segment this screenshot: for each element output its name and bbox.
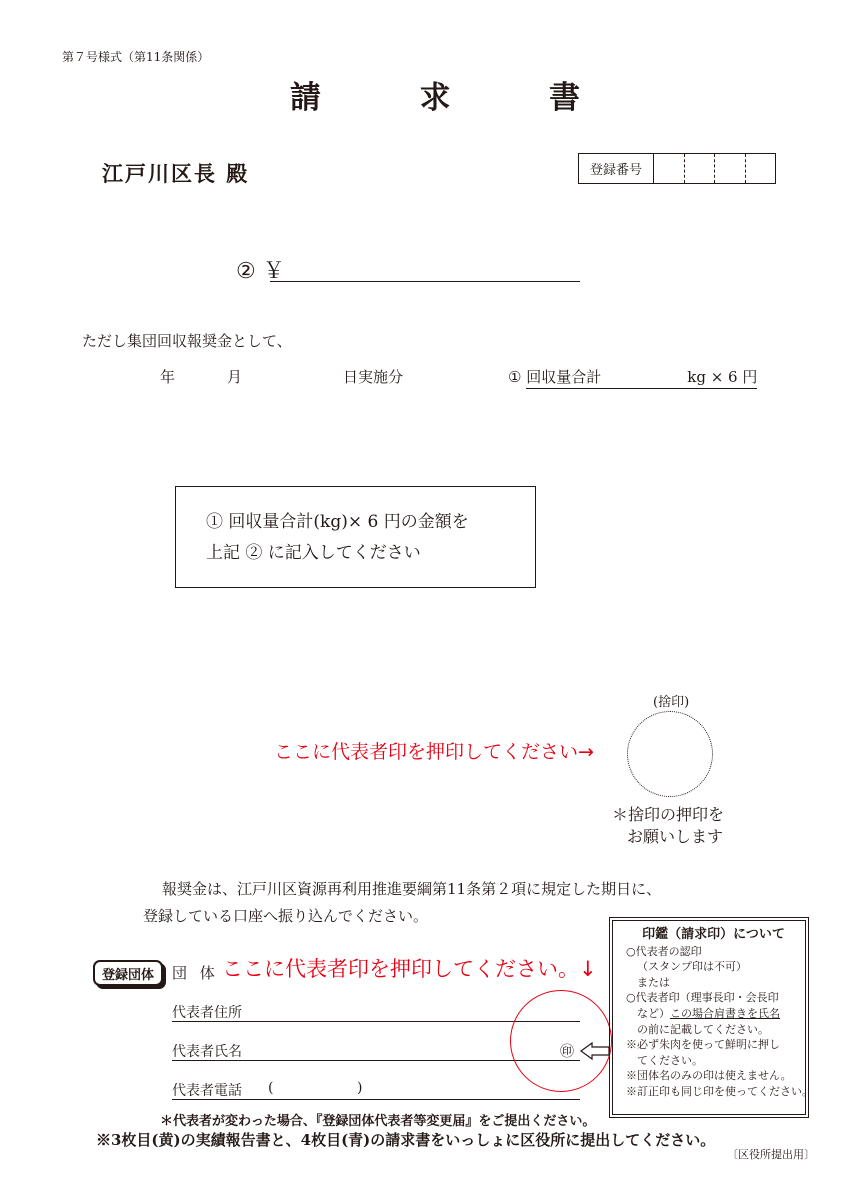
seal-note-line-1: ＊捨印の押印を (612, 805, 725, 824)
registered-org-badge: 登録団体 (93, 960, 163, 986)
phone-close-paren: ) (357, 1080, 363, 1096)
seal-info-line: ※訂正印も同じ印を使ってください。 (626, 1084, 813, 1098)
seal-note (612, 804, 724, 848)
payment-note (143, 876, 661, 930)
registration-digit-cell[interactable] (746, 154, 776, 183)
title-char-3: 書 (549, 80, 580, 116)
seal-info-line: ※必ず朱肉を使って鮮明に押し (626, 1038, 780, 1052)
instruction-line-1: ① 回収量合計(kg)× 6 円の金額を (206, 512, 469, 532)
representative-phone-field[interactable] (172, 1099, 580, 1100)
purpose-text: ただし集団回収報奨金として、 (82, 332, 292, 350)
day-label: 日実施分 (343, 368, 404, 386)
seal-info-title: 印鑑（請求印）について (642, 927, 785, 942)
collection-total-calc (508, 366, 757, 389)
title-char-2: 求 (419, 80, 451, 116)
calc-field[interactable] (526, 366, 757, 389)
stamp-guide-text-2: ここに代表者印を押印してください。↓ (222, 957, 597, 981)
instruction-line-2: 上記 ② に記入してください (206, 543, 421, 563)
registration-number-box (578, 153, 776, 184)
seal-info-line: ※団体名のみの印は使えません。 (626, 1069, 792, 1083)
form-number: 第７号様式（第11条関係） (62, 50, 210, 64)
calc-mark: ① (508, 368, 522, 386)
seal-info-line-part: など） (637, 1006, 670, 1020)
year-label: 年 (160, 368, 176, 386)
registration-digit-cell[interactable] (715, 154, 746, 183)
seal-info-box (609, 917, 813, 1118)
registration-number-label: 登録番号 (579, 154, 654, 183)
phone-open-paren: ( (268, 1080, 274, 1096)
seal-info-inner (612, 920, 813, 1115)
registration-digit-cell[interactable] (685, 154, 716, 183)
amount-label: ② ￥ (236, 259, 285, 284)
seal-info-line: ○代表者の認印 (626, 944, 702, 958)
seal-info-line: ○代表者印（理事長印・会長印 (626, 991, 779, 1005)
seal-mark-icon: ㊞ (560, 1044, 574, 1060)
registration-digit-cell[interactable] (654, 154, 685, 183)
seal-info-line: の前に記載してください。 (637, 1022, 769, 1036)
representative-address-label: 代表者住所 (172, 1005, 242, 1021)
document-title (290, 72, 580, 117)
representative-phone-label: 代表者電話 (172, 1083, 242, 1099)
representative-change-note: ＊代表者が変わった場合、『登録団体代表者等変更届』をご提出ください。 (160, 1114, 596, 1129)
month-label: 月 (227, 368, 243, 386)
seal-info-line: てください。 (637, 1053, 703, 1067)
seal-note-line-2: お願いします (627, 827, 724, 846)
submission-note: ※3枚目(黄)の実績報告書と、4枚目(青)の請求書をいっしょに区役所に提出してください。 (96, 1131, 716, 1149)
discard-seal-caption: (捨印) (653, 695, 690, 710)
left-arrow-icon (580, 1042, 610, 1060)
title-char-1: 請 (290, 80, 321, 116)
addressee: 江戸川区長 殿 (102, 161, 250, 186)
payment-note-line-1: 報奨金は、江戸川区資源再利用推進要綱第11条第２項に規定した期日に、 (162, 880, 662, 898)
payment-note-line-2: 登録している口座へ振り込んでください。 (143, 907, 429, 925)
seal-info-line (626, 1006, 801, 1022)
stamp-guide-text: ここに代表者印を押印してください→ (274, 741, 594, 763)
representative-name-label: 代表者氏名 (172, 1044, 242, 1060)
seal-info-underlined: この場合肩書きを氏名 (670, 1006, 780, 1020)
calc-label: 回収量合計 (526, 368, 602, 386)
seal-info-line: または (637, 975, 670, 989)
office-use-label: 〔区役所提出用〕 (727, 1148, 815, 1161)
org-name-label: 団 体 (172, 964, 219, 982)
calc-unit: kg × 6 円 (687, 368, 758, 386)
discard-seal-circle[interactable] (627, 711, 713, 797)
seal-info-line: （スタンプ印は不可） (637, 960, 747, 974)
amount-field[interactable] (270, 281, 580, 282)
instruction-box (175, 486, 536, 588)
